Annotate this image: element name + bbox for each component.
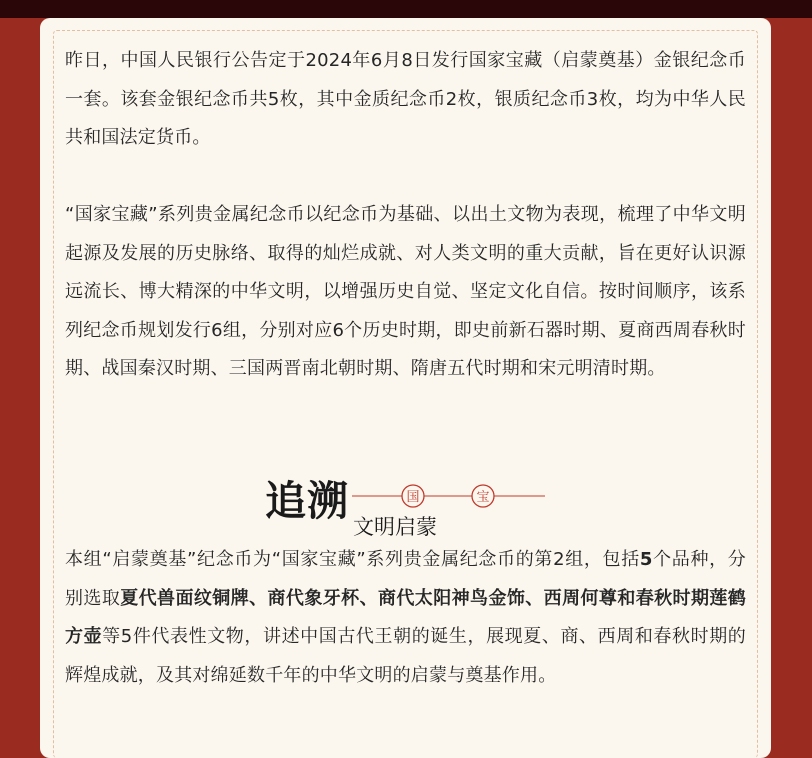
bold-run: 夏代兽面纹铜牌、商代象牙杯、商代太阳神鸟金饰、西周何尊和春秋时期莲鹤方壶	[65, 587, 746, 647]
bold-run: 5	[639, 549, 653, 570]
text-run: 等5件代表性文物，讲述中国古代王朝的诞生，展现夏、商、西周和春秋时期的辉煌成就，及其对绵延数千年的中华文明的启蒙与奠基作用。	[65, 626, 746, 686]
top-bar	[0, 0, 812, 18]
section-heading	[265, 476, 565, 546]
paragraph-series: “国家宝藏”系列贵金属纪念币以纪念币为基础、以出土文物为表现，梳理了中华文明起源及发展的历史脉络、取得的灿烂成就、对人类文明的重大贡献，旨在更好认识源远流长、博大精深的中华文明，以增强历史自觉、坚定文化自信。按时间顺序，该系列纪念币规划发行6组，分别对应6个历史时期，即史前新石器时期、夏商西周春秋时期、战国秦汉时期、三国两晋南北朝时期、隋唐五代时期和宋元明清时期。	[65, 204, 746, 379]
heading-title: 追溯	[265, 477, 349, 525]
paragraph-group	[65, 541, 746, 695]
article-card	[40, 18, 771, 758]
seal-char-2: 宝	[476, 490, 490, 505]
seal-ornament-icon	[350, 476, 550, 516]
text-run: 个品种，分别选取	[65, 549, 746, 609]
text-run: 本组“启蒙奠基”纪念币为“国家宝藏”系列贵金属纪念币的第2组，包括	[65, 549, 640, 570]
paragraph-intro: 昨日，中国人民银行公告定于2024年6月8日发行国家宝藏（启蒙奠基）金银纪念币一套。该套金银纪念币共5枚，其中金质纪念币2枚，银质纪念币3枚，均为中华人民共和国法定货币。	[65, 50, 746, 148]
seal-char-1: 国	[406, 490, 420, 505]
heading-subtitle: 文明启蒙	[353, 515, 437, 539]
